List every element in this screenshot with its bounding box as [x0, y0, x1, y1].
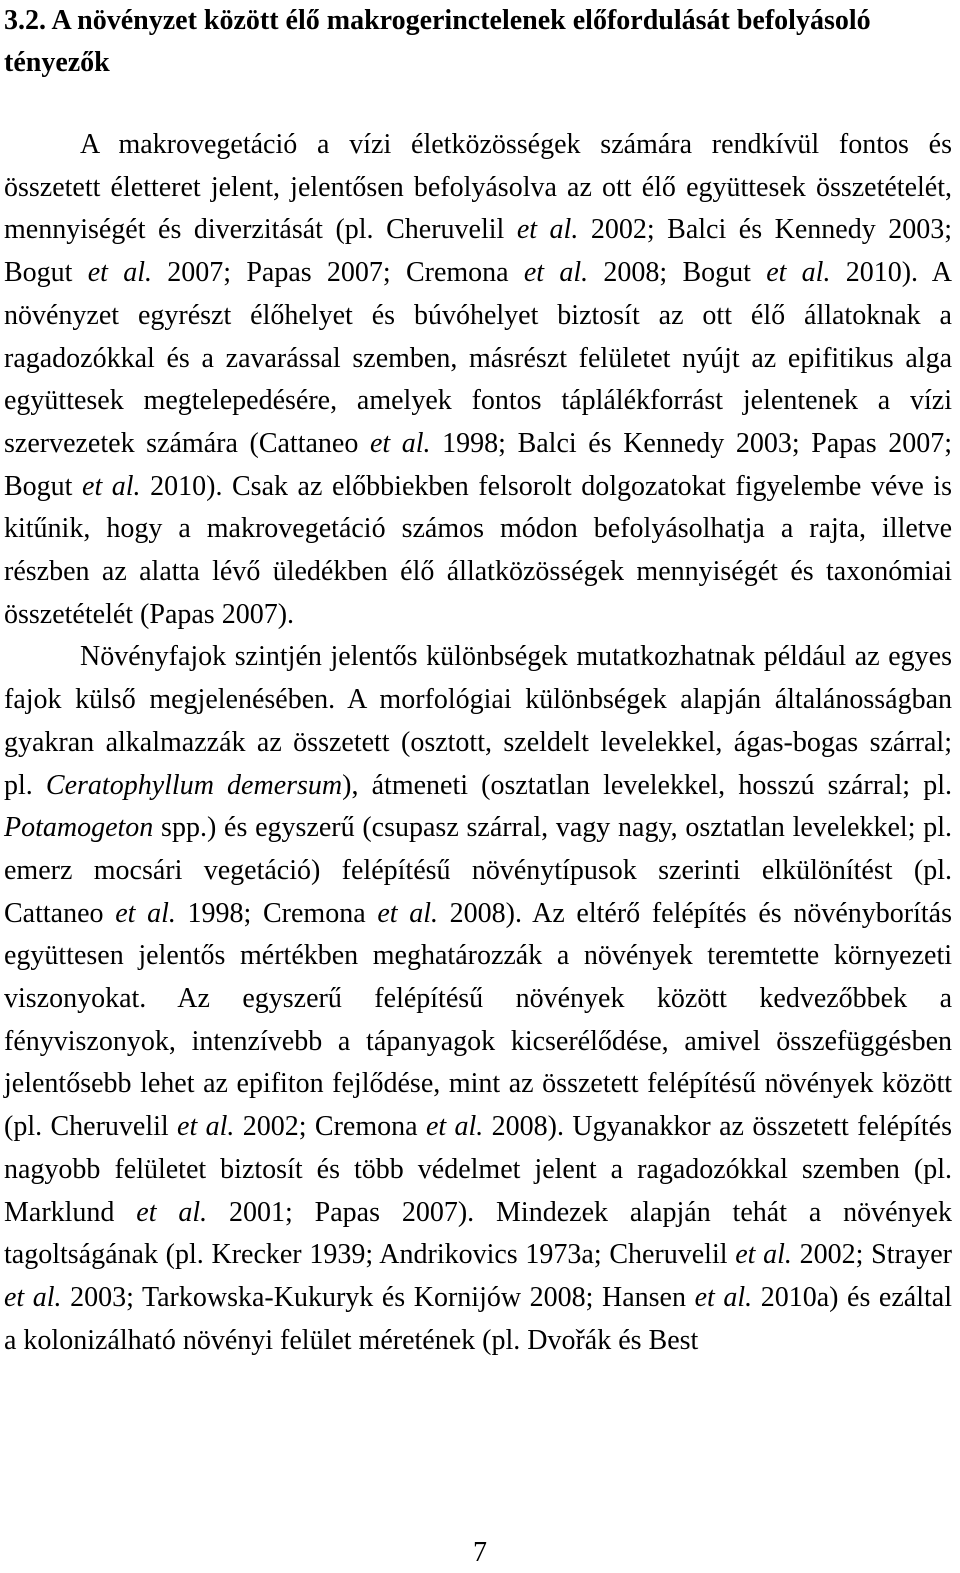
paragraph-2: [4, 636, 952, 1362]
text-segment: 2002; Cremona: [234, 1111, 426, 1143]
italic-text-segment: et al.: [377, 897, 438, 929]
section-number: 3.2.: [4, 5, 46, 36]
text-segment: 2002; Strayer: [791, 1239, 952, 1271]
text-segment: 2010a) és ezáltal a kolonizálható növényi felület méretének (pl. Dvořák és Best: [4, 1281, 952, 1356]
text-segment: A makrovegetáció a vízi életközösségek számára rendkívül fontos és összetett életteret jelent, jelentősen befolyásolva az ott élő együttesek összetételét, mennyiségét és diverzitását (pl. Cheruvelil: [4, 129, 952, 246]
italic-text-segment: et al.: [694, 1281, 753, 1313]
paragraph-1: [4, 124, 952, 636]
section-title: A növényzet között élő makrogerinctelenek előfordulását befolyásoló tényezők: [4, 5, 871, 78]
text-segment: 2008; Bogut: [588, 257, 767, 289]
text-segment: 2001; Papas 2007). Mindezek alapján tehát a növények tagoltságának (pl. Krecker 1939; Andrikovics 1973a; Cheruvelil: [4, 1196, 952, 1271]
italic-text-segment: et al.: [369, 427, 431, 459]
italic-text-segment: et al.: [4, 1281, 62, 1313]
italic-text-segment: et al.: [87, 257, 152, 289]
text-segment: Növényfajok szintjén jelentős különbségek mutatkozhatnak például az egyes fajok külső megjelenésében. A morfológiai különbségek alapján általánosságban gyakran alkalmazzák az összetett (osztott, szeldelt levelekkel, ágas-bogas szárral; pl.: [4, 641, 952, 801]
section-heading: [4, 0, 952, 84]
italic-text-segment: et al.: [735, 1239, 792, 1271]
italic-text-segment: et al.: [523, 257, 589, 289]
italic-text-segment: et al.: [425, 1111, 484, 1143]
italic-text-segment: Ceratophyllum demersum: [45, 769, 343, 801]
italic-text-segment: et al.: [766, 257, 831, 289]
page-number: 7: [473, 1537, 487, 1568]
text-segment: 2008). Ugyanakkor az összetett felépítés nagyobb felületet biztosít és több védelmet jelent a ragadozókkal szemben (pl. Marklund: [4, 1111, 952, 1228]
text-segment: 2008). Az eltérő felépítés és növényborítás együttesen jelentős mértékben meghatározzák a növények teremtette környezeti viszonyokat. Az egyszerű felépítésű növények között kedvezőbbek a fényviszonyok, intenzívebb a tápanyagok kicserélődése, amivel összefüggésben jelentősebb lehet az epifiton fejlődése, mint az összetett felépítésű növények között (pl. Cheruvelil: [4, 897, 952, 1143]
italic-text-segment: et al.: [82, 470, 141, 502]
italic-text-segment: et al.: [115, 897, 176, 929]
text-segment: 2010). Csak az előbbiekben felsorolt dolgozatokat figyelembe véve is kitűnik, hogy a makrovegetáció számos módon befolyásolhatja a rajta, illetve részben az alatta lévő üledékben élő állatközösségek mennyiségét és taxonómiai összetételét (Papas 2007).: [4, 470, 952, 630]
document-page: [4, 0, 952, 1362]
italic-text-segment: et al.: [516, 214, 579, 246]
text-segment: 2010). A növényzet egyrészt élőhelyet és búvóhelyet biztosít az ott élő állatoknak a ragadozókkal és a zavarással szemben, másrészt felületet nyújt az epifitikus alga együttesek megtelepedésére, amelyek fontos táplálékforrást jelentenek a vízi szervezetek számára (Cattaneo: [4, 257, 952, 459]
text-segment: 1998; Cremona: [175, 897, 378, 929]
italic-text-segment: et al.: [136, 1196, 208, 1228]
text-segment: 2002; Balci és Kennedy 2003; Bogut: [4, 214, 952, 289]
italic-text-segment: Potamogeton: [4, 812, 154, 844]
text-segment: 2003; Tarkowska-Kukuryk és Kornijów 2008; Hansen: [61, 1281, 695, 1313]
text-segment: ), átmeneti (osztatlan levelekkel, hosszú szárral; pl.: [342, 769, 952, 801]
italic-text-segment: et al.: [177, 1111, 235, 1143]
text-segment: spp.) és egyszerű (csupasz szárral, vagy nagy, osztatlan levelekkel; pl. emerz mocsári vegetáció) felépítésű növénytípusok szerinti elkülönítést (pl. Cattaneo: [4, 812, 952, 929]
text-segment: 1998; Balci és Kennedy 2003; Papas 2007; Bogut: [4, 427, 952, 502]
text-segment: 2007; Papas 2007; Cremona: [152, 257, 524, 289]
